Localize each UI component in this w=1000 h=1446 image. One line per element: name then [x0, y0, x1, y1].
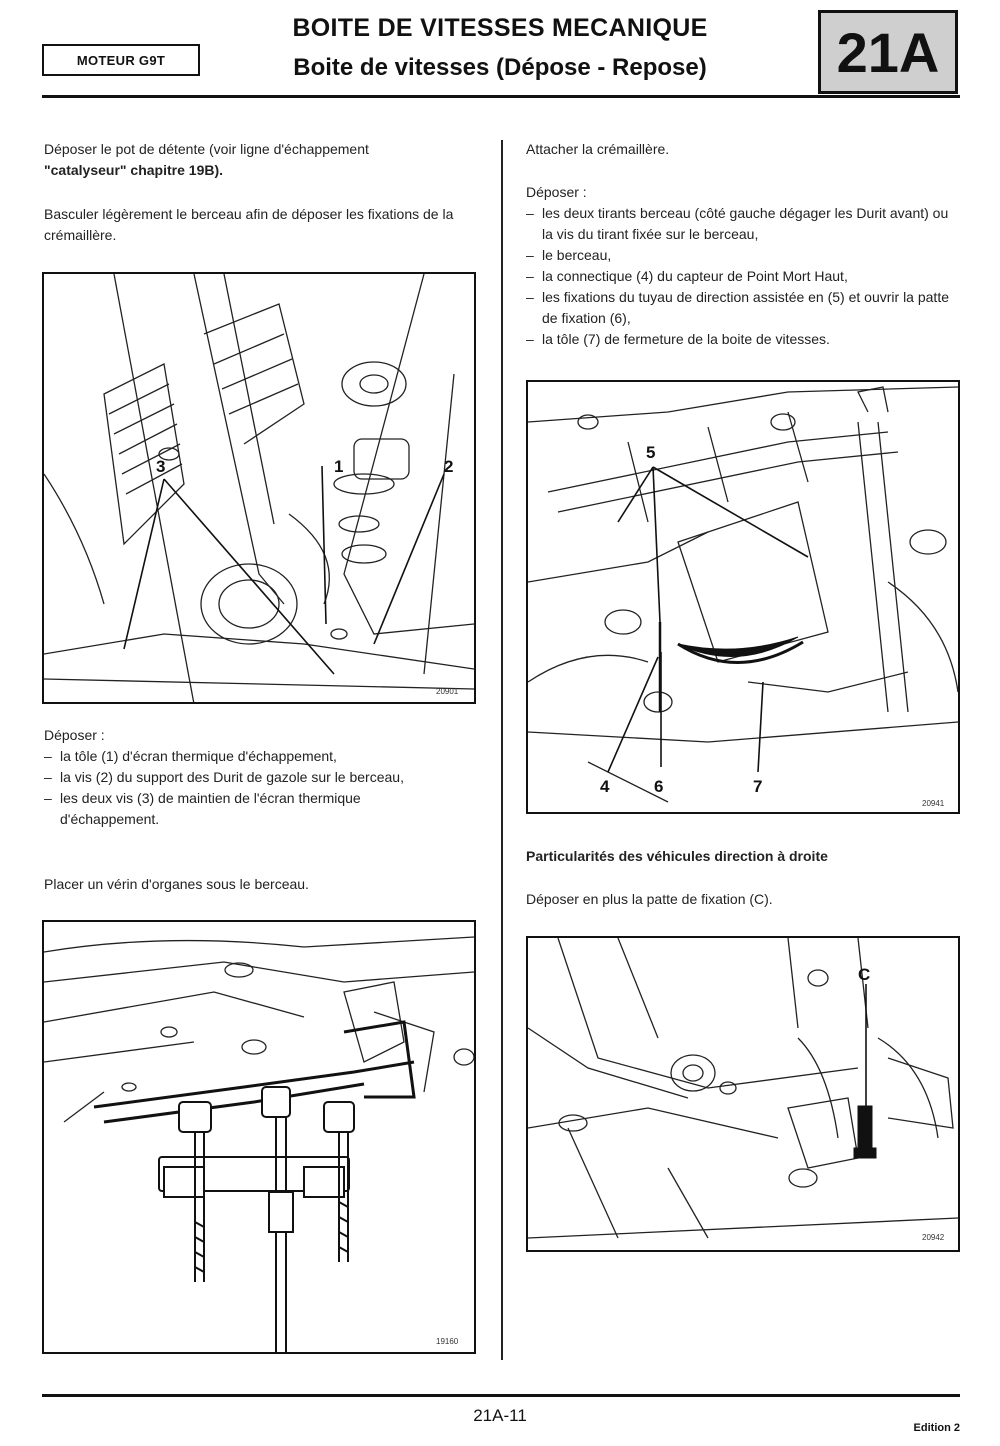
- figure-1-ref: 20901: [436, 687, 459, 696]
- page-subtitle: Boite de vitesses (Dépose - Repose): [293, 54, 707, 81]
- right-remove-block: [526, 182, 956, 350]
- list-item: – les deux tirants berceau (côté gauche dégager les Durit avant) ou la vis du tirant fixée sur le berceau,: [526, 203, 951, 245]
- figure-1-exhaust-heat-shield: [42, 272, 476, 704]
- left-remove-list: [44, 746, 449, 830]
- list-item: – le berceau,: [526, 245, 951, 266]
- rhd-text: Déposer en plus la patte de fixation (C).: [526, 891, 773, 907]
- figure-2-drawing: [44, 922, 474, 1352]
- figure-3-ref: 20941: [922, 799, 945, 808]
- right-para1: Attacher la crémaillère.: [526, 141, 670, 157]
- figure-3-gearbox-closure-plate: [526, 380, 960, 814]
- right-remove-list: [526, 203, 951, 350]
- figure-4-drawing: [528, 938, 958, 1250]
- page-title: BOITE DE VITESSES MECANIQUE: [292, 14, 708, 42]
- column-divider: [501, 140, 503, 1360]
- figure-3-drawing: [528, 382, 958, 812]
- figure-3-callout-6: 6: [654, 777, 664, 796]
- list-item: – la tôle (1) d'écran thermique d'échappement,: [44, 746, 449, 767]
- edition-label: Edition 2: [913, 1422, 960, 1434]
- figure-2-ref: 19160: [436, 1337, 459, 1346]
- left-remove-block: [44, 725, 484, 830]
- figure-1-callout-2: 2: [444, 457, 454, 476]
- figure-3-callout-4: 4: [600, 777, 610, 796]
- figure-1-callout-1: 1: [334, 457, 344, 476]
- left-para1-reference: "catalyseur" chapitre 19B).: [44, 162, 224, 178]
- right-remove-heading: Déposer :: [526, 184, 587, 200]
- page-number: 21A-11: [473, 1406, 527, 1425]
- figure-1-drawing: [44, 274, 474, 702]
- left-para2: Basculer légèrement le berceau afin de déposer les fixations de la crémaillère.: [44, 206, 454, 243]
- rhd-heading: Particularités des véhicules direction à droite: [526, 848, 828, 864]
- engine-label: MOTEUR G9T: [42, 44, 200, 76]
- figure-1-callout-3: 3: [156, 457, 166, 476]
- list-item: – les deux vis (3) de maintien de l'écran thermique d'échappement.: [44, 788, 449, 830]
- figure-3-callout-5: 5: [646, 443, 656, 462]
- figure-2-engine-support-jack: [42, 920, 476, 1354]
- left-para1-line1: Déposer le pot de détente (voir ligne d'échappement: [44, 141, 369, 157]
- figure-4-fixing-bracket: [526, 936, 960, 1252]
- list-item: – la tôle (7) de fermeture de la boite de vitesses.: [526, 329, 951, 350]
- list-item: – la vis (2) du support des Durit de gazole sur le berceau,: [44, 767, 449, 788]
- figure-4-ref: 20942: [922, 1233, 945, 1242]
- figure-4-callout-c: C: [858, 965, 871, 984]
- list-item: – les fixations du tuyau de direction assistée en (5) et ouvrir la patte de fixation (6),: [526, 287, 951, 329]
- left-para3: Placer un vérin d'organes sous le berceau.: [44, 876, 309, 892]
- chapter-code-badge: 21A: [818, 10, 958, 94]
- left-remove-heading: Déposer :: [44, 727, 105, 743]
- figure-3-callout-7: 7: [753, 777, 763, 796]
- left-intro-paragraph: [44, 139, 484, 181]
- list-item: – la connectique (4) du capteur de Point Mort Haut,: [526, 266, 951, 287]
- footer-rule: [42, 1394, 960, 1397]
- header-rule: [42, 95, 960, 98]
